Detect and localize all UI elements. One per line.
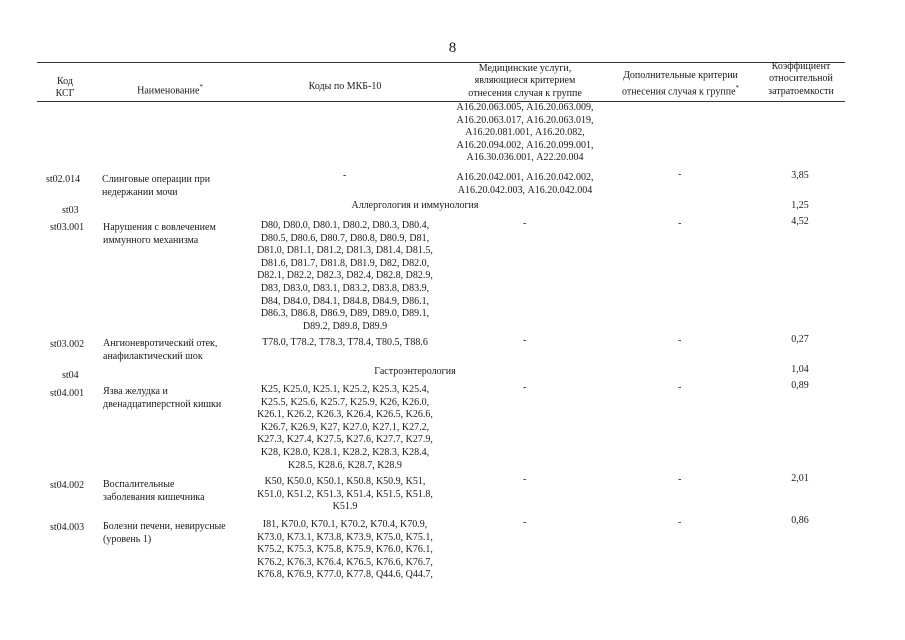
row-st03-002-icd-1: T78.0, T78.2, T78.3, T78.4, T80.5, T88.6 <box>262 337 428 348</box>
row-st03-001-name <box>103 222 216 247</box>
row-st02-014-icd: - <box>343 170 347 181</box>
row-st04-003-icd-1: I81, K70.0, K70.1, K70.2, K70.4, K70.9, <box>262 519 428 530</box>
continuation-line-2: А16.20.063.017, А16.20.063.019, <box>456 114 594 126</box>
row-st03-001-icd-6: D83, D83.0, D83.1, D83.2, D83.8, D83.9, <box>260 282 430 294</box>
header-coef-line-3: затратоемкости <box>768 85 834 97</box>
row-st03-002-name <box>103 338 217 363</box>
row-st04-002-name <box>103 479 205 504</box>
row-st02-014-services <box>445 172 605 197</box>
row-st03-002-name-2: анафилактический шок <box>103 350 203 362</box>
header-coef-line-2: относительной <box>769 73 833 85</box>
row-st04-003-name-2: (уровень 1) <box>103 533 152 545</box>
row-st04-002-extra: - <box>678 474 682 485</box>
row-st04-002-icd <box>245 476 445 514</box>
row-st04-001-icd-3: K26.1, K26.2, K26.3, K26.4, K26.5, K26.6, <box>257 409 433 421</box>
header-name-label: Наименование <box>137 85 200 97</box>
row-st03-002-name-1: Ангионевротический отек, <box>103 338 218 349</box>
row-st04-002-name-2: заболевания кишечника <box>103 491 205 503</box>
section-st03-coef: 1,25 <box>791 200 809 211</box>
header-top-rule <box>37 62 845 63</box>
row-st03-002-icd <box>245 337 445 350</box>
row-st04-003-extra: - <box>678 517 682 528</box>
row-st02-014-services-2: А16.20.042.003, А16.20.042.004 <box>457 184 593 196</box>
row-st04-001-extra: - <box>678 382 682 393</box>
header-icd-label: Коды по МКБ-10 <box>308 81 382 92</box>
row-st04-003-name <box>103 521 226 546</box>
row-st03-001-icd <box>245 220 445 333</box>
header-bottom-rule <box>37 101 845 102</box>
row-st02-014-services-1: А16.20.042.001, А16.20.042.002, <box>456 172 594 183</box>
row-st04-001-code: st04.001 <box>50 388 85 399</box>
row-st04-001-icd-2: K25.5, K25.6, K25.7, K25.9, K26, K26.0, <box>260 396 430 408</box>
row-st03-001-name-2: иммунного механизма <box>103 234 199 246</box>
row-st03-002-code: st03.002 <box>50 339 85 350</box>
row-st04-003-coef: 0,86 <box>791 515 809 526</box>
row-st03-001-coef: 4,52 <box>791 216 809 227</box>
row-st03-001-code: st03.001 <box>50 222 85 233</box>
row-st04-003-icd-5: K76.8, K76.9, K77.0, K77.8, Q44.6, Q44.7, <box>257 569 433 581</box>
header-services-line-2: являющиеся критерием <box>474 75 576 87</box>
header-code-line-1: Код <box>57 76 73 87</box>
row-st04-003-name-1: Болезни печени, невирусные <box>103 521 226 532</box>
header-name <box>100 81 240 98</box>
row-st04-001-icd-4: K26.7, K26.9, K27, K27.0, K27.1, K27.2, <box>260 421 430 433</box>
row-st03-001-icd-3: D81.0, D81.1, D81.2, D81.3, D81.4, D81.5, <box>257 245 433 257</box>
header-services <box>445 63 605 100</box>
header-extra-line-2 <box>608 82 753 99</box>
row-st03-001-extra: - <box>678 218 682 229</box>
header-code <box>40 76 90 101</box>
row-st04-001-name <box>103 386 221 411</box>
row-st03-001-name-1: Нарушения с вовлечением <box>103 222 216 233</box>
continuation-line-1: А16.20.063.005, А16.20.063.009, <box>456 102 594 113</box>
page-number: 8 <box>448 40 457 56</box>
row-st04-002-code: st04.002 <box>50 480 85 491</box>
continuation-line-4: А16.20.094.002, А16.20.099.001, <box>456 139 594 151</box>
row-st03-001-icd-7: D84, D84.0, D84.1, D84.8, D84.9, D86.1, <box>260 295 430 307</box>
row-st03-001-icd-9: D89.2, D89.8, D89.9 <box>302 320 388 332</box>
row-st04-002-icd-3: K51.9 <box>332 501 358 513</box>
header-extra-line-2-text: отнесения случая к группе <box>621 86 736 98</box>
row-st04-003-code: st04.003 <box>50 522 85 533</box>
section-st04-code: st04 <box>62 370 79 381</box>
section-st04-title: Гастроэнтерология <box>374 366 456 377</box>
row-st02-014-name-1: Слинговые операции при <box>102 174 211 185</box>
continuation-line-5: А16.30.036.001, А22.20.004 <box>466 152 584 164</box>
row-st03-001-icd-5: D82.1, D82.2, D82.3, D82.4, D82.8, D82.9, <box>257 270 433 282</box>
row-st04-002-name-1: Воспалительные <box>103 479 175 490</box>
row-st04-001-icd <box>245 384 445 472</box>
header-coef-line-1: Коэффициент <box>771 61 831 72</box>
header-name-mark: * <box>199 83 203 91</box>
row-st04-001-name-2: двенадцатиперстной кишки <box>103 398 222 410</box>
row-st04-002-coef: 2,01 <box>791 473 809 484</box>
section-st03-title: Аллергология и иммунология <box>351 200 479 211</box>
row-st02-014-code: st02.014 <box>46 174 81 185</box>
row-st04-003-icd-3: K75.2, K75.3, K75.8, K75.9, K76.0, K76.1, <box>257 544 433 556</box>
row-st04-003-icd-2: K73.0, K73.1, K73.8, K73.9, K75.0, K75.1, <box>257 531 433 543</box>
continuation-line-3: А16.20.081.001, А16.20.082, <box>465 127 585 139</box>
header-extra <box>608 70 753 99</box>
row-st03-001-icd-2: D80.5, D80.6, D80.7, D80.8, D80.9, D81, <box>260 232 430 244</box>
header-services-line-1: Медицинские услуги, <box>478 63 572 74</box>
header-coef <box>760 61 842 98</box>
row-st03-002-services: - <box>523 335 527 346</box>
row-st04-001-name-1: Язва желудка и <box>103 386 168 397</box>
row-st04-001-services: - <box>523 382 527 393</box>
row-st04-002-icd-1: K50, K50.0, K50.1, K50.8, K50.9, K51, <box>264 476 426 487</box>
continuation-services <box>445 102 605 165</box>
row-st04-001-coef: 0,89 <box>791 380 809 391</box>
row-st04-002-services: - <box>523 474 527 485</box>
header-extra-mark: * <box>735 84 740 93</box>
section-st03-code: st03 <box>62 205 79 216</box>
row-st04-002-icd-2: K51.0, K51.2, K51.3, K51.4, K51.5, K51.8, <box>257 488 433 500</box>
row-st04-001-icd-1: K25, K25.0, K25.1, K25.2, K25.3, K25.4, <box>260 384 430 395</box>
row-st02-014-extra: - <box>678 169 682 180</box>
row-st03-002-extra: - <box>678 335 682 346</box>
row-st03-001-icd-1: D80, D80.0, D80.1, D80.2, D80.3, D80.4, <box>260 220 430 231</box>
row-st03-001-services: - <box>523 218 527 229</box>
header-code-line-2: КСГ <box>55 88 75 100</box>
row-st03-001-icd-4: D81.6, D81.7, D81.8, D81.9, D82, D82.0, <box>260 257 430 269</box>
row-st04-003-icd-4: K76.2, K76.3, K76.4, K76.5, K76.6, K76.7, <box>257 556 433 568</box>
header-icd <box>250 81 440 93</box>
row-st03-002-coef: 0,27 <box>791 334 809 345</box>
row-st04-003-icd <box>245 519 445 582</box>
row-st04-001-icd-6: K28, K28.0, K28.1, K28.2, K28.3, K28.4, <box>260 446 430 458</box>
row-st03-001-icd-8: D86.3, D86.8, D86.9, D89, D89.0, D89.1, <box>260 308 430 320</box>
header-services-line-3: отнесения случая к группе <box>468 87 582 99</box>
row-st02-014-name <box>102 174 210 199</box>
row-st04-003-services: - <box>523 517 527 528</box>
row-st04-001-icd-7: K28.5, K28.6, K28.7, K28.9 <box>288 459 402 471</box>
row-st04-001-icd-5: K27.3, K27.4, K27.5, K27.6, K27.7, K27.9, <box>257 434 433 446</box>
header-extra-line-1: Дополнительные критерии <box>623 70 738 81</box>
row-st02-014-coef: 3,85 <box>791 170 809 181</box>
section-st04-coef: 1,04 <box>791 364 809 375</box>
row-st02-014-name-2: недержании мочи <box>102 186 178 198</box>
